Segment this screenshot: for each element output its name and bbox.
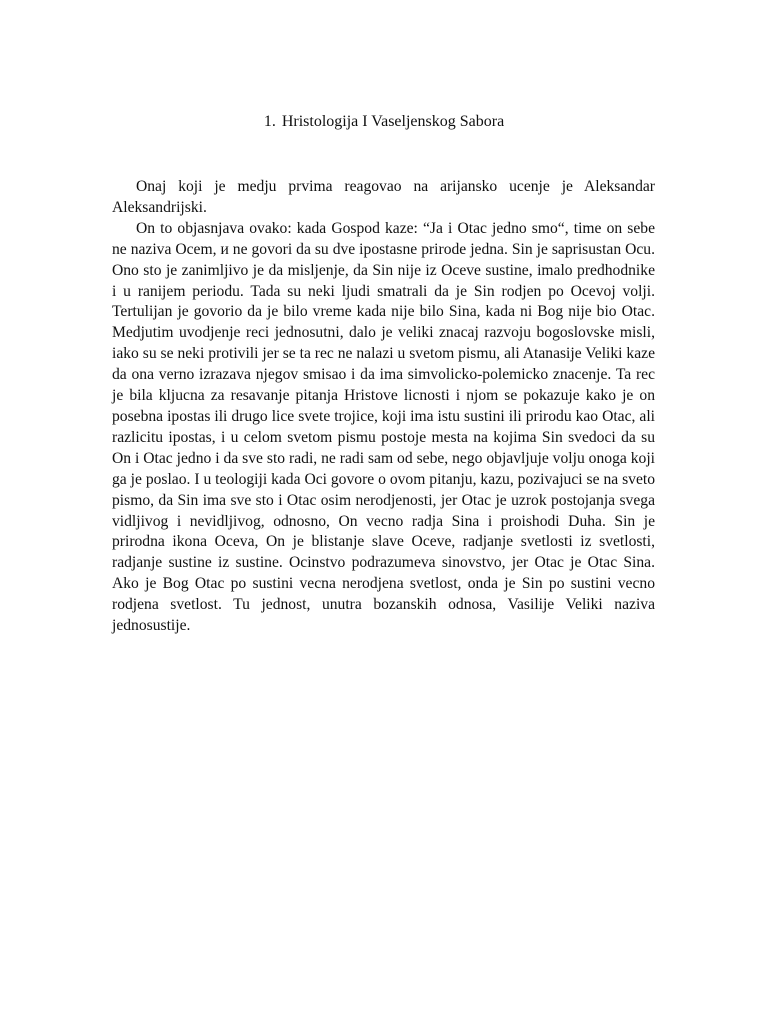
heading-number: 1.: [263, 113, 276, 130]
paragraph: On to objasnjava ovako: kada Gospod kaze: “Ja i Otac jedno smo“, time on sebe ne naziva Ocem, и ne govori da su dve ipostasne prirode jedna. Sin je saprisustan Ocu. Ono sto je zanimljivo je da misljenje, da Sin nije iz Oceve sustine, imalo predhodnike i u ranijem periodu. Tada su neki ljudi smatrali da je Sin rodjen po Ocevoj volji. Tertulijan je govorio da je bilo vreme kada nije bilo Sina, kada ni Bog nije bio Otac. Medjutim uvodjenje reci jednosutni, dalo je veliki znacaj razvoju bogoslovske misli, iako su se neki protivili jer se ta rec ne nalazi u svetom pismu, ali Atanasije Veliki kaze da ona verno izrazava njegov smisao i da ima simvolicko-polemicko znacenje. Ta rec je bila kljucna za resavanje pitanja Hristove licnosti i njom se pokazuje kako je on posebna ipostas ili drugo lice svete trojice, koji ima istu sustini ili prirodu kao Otac, ali razlicitu ipostas, i u celom svetom pismu postoje mesta na kojima Sin svedoci da su On i Otac jedno i da sve sto radi, ne radi sam od sebe, nego objavljuje volju onoga koji ga je poslao. I u teologiji kada Oci govore o ovom pitanju, kazu, pozivajuci se na sveto pismo, da Sin ima sve sto i Otac osim nerodjenosti, jer Otac je uzrok postojanja svega vidljivog i nevidljivog, odnosno, On vecno radja Sina i proishodi Duha. Sin je prirodna ikona Oceva, On je blistanje slave Oceve, radjanje svetlosti iz svetlosti, radjanje sustine iz sustine. Ocinstvo podrazumeva sinovstvo, jer Otac je Otac Sina. Ako je Bog Otac po sustini vecna nerodjena svetlost, onda je Sin po sustini vecno rodjena svetlost. Tu jednost, unutra bozanskih odnosa, Vasilije Veliki naziva jednosustije.: [112, 219, 655, 635]
page-title: [0, 110, 768, 134]
paragraph: Onaj koji je medju prvima reagovao na arijansko ucenje je Aleksandar Aleksandrijski.: [112, 178, 655, 216]
document-body: [112, 177, 655, 637]
heading-text: Hristologija I Vaseljenskog Sabora: [281, 113, 505, 130]
